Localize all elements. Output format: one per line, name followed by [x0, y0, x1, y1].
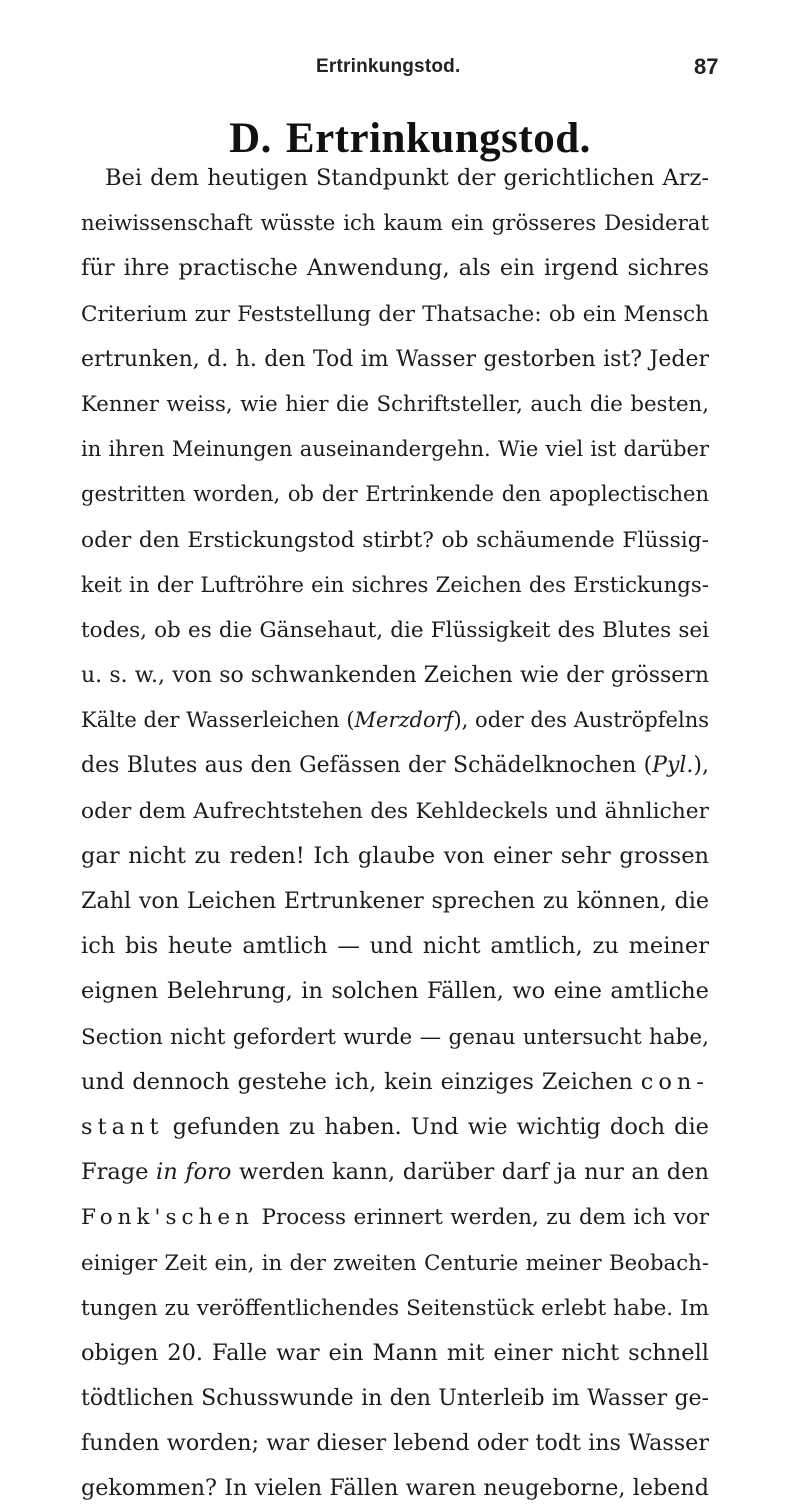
- body-text: [81, 156, 709, 1512]
- emphasized-word: stant: [81, 1113, 164, 1140]
- text-segment: Frage: [81, 1159, 157, 1186]
- text-line: u. s. w., von so schwankenden Zeichen wie der grössern: [81, 663, 709, 689]
- emphasized-word: Fonk'schen: [81, 1205, 254, 1231]
- text-line: Section nicht gefordert wurde — genau untersucht habe,: [81, 1024, 709, 1050]
- running-title: Ertrinkungstod.: [316, 56, 461, 77]
- text-line: Kenner weiss, wie hier die Schriftsteller, auch die besten,: [81, 391, 709, 417]
- section-label: D.: [229, 115, 272, 162]
- text-line: gestritten worden, ob der Ertrinkende den apoplectischen: [81, 482, 709, 507]
- page-number: 87: [694, 54, 719, 79]
- emphasized-word: con-: [640, 1068, 709, 1095]
- text-line: gar nicht zu reden! Ich glaube von einer sehr grossen: [81, 842, 709, 869]
- text-line: obigen 20. Falle war ein Mann mit einer nicht schnell: [81, 1339, 709, 1366]
- text-line: [81, 1105, 709, 1150]
- text-line: in ihren Meinungen auseinandergehn. Wie viel ist darüber: [81, 437, 709, 462]
- text-line: gekommen? In vielen Fällen waren neugeborne, lebend: [81, 1475, 709, 1502]
- text-line: [81, 1195, 709, 1240]
- text-line: neiwissenschaft wüsste ich kaum ein grösseres Desiderat: [81, 211, 709, 237]
- text-segment: werden kann, darüber darf ja nur an den: [231, 1159, 710, 1186]
- text-line: einiger Zeit ein, in der zweiten Centurie meiner Beobach-: [81, 1250, 709, 1276]
- text-line: [81, 1060, 709, 1105]
- text-line: tödtlichen Schusswunde in den Unterleib im Wasser ge-: [81, 1386, 709, 1412]
- text-segment: ), oder des Auströpfelns: [453, 708, 709, 733]
- section-title: Ertrinkungstod.: [285, 115, 591, 162]
- text-line: Zahl von Leichen Ertrunkener sprechen zu können, die: [81, 888, 709, 914]
- text-line: ich bis heute amtlich — und nicht amtlich, zu meiner: [81, 933, 709, 960]
- text-segment: Kälte der Wasserleichen (: [81, 708, 355, 733]
- citation-author: Merzdorf: [354, 708, 454, 733]
- latin-phrase: in foro: [156, 1159, 232, 1186]
- citation-author: Pyl.: [652, 753, 694, 779]
- text-line: todes, ob es die Gänsehaut, die Flüssigkeit des Blutes sei: [81, 617, 709, 643]
- text-line: tungen zu veröffentlichendes Seitenstück erlebt habe. Im: [81, 1295, 709, 1321]
- text-line: oder den Erstickungstod stirbt? ob schäumende Flüssig-: [81, 527, 709, 553]
- text-line: keit in der Luftröhre ein sichres Zeichen des Erstickungs-: [81, 572, 709, 598]
- text-line: ertrunken, d. h. den Tod im Wasser gestorben ist? Jeder: [81, 346, 709, 372]
- text-segment: gefunden zu haben. Und wie wichtig doch die: [163, 1113, 709, 1140]
- text-segment: und dennoch gestehe ich, kein einziges Zeichen: [81, 1068, 641, 1095]
- text-segment: Process erinnert werden, zu dem ich vor: [253, 1205, 709, 1231]
- text-line: [81, 698, 709, 743]
- text-line: eignen Belehrung, in solchen Fällen, wo eine amtliche: [81, 978, 709, 1005]
- text-line: [81, 1150, 709, 1195]
- text-segment: ),: [693, 753, 709, 779]
- text-line: funden worden; war dieser lebend oder todt ins Wasser: [81, 1430, 709, 1457]
- text-line: Criterium zur Feststellung der Thatsache: ob ein Mensch: [81, 301, 709, 327]
- text-line: [81, 743, 709, 788]
- text-line: oder dem Aufrechtstehen des Kehldeckels und ähnlicher: [81, 798, 709, 824]
- running-head: [0, 52, 800, 82]
- text-segment: des Blutes aus den Gefässen der Schädelknochen (: [81, 753, 653, 779]
- text-line: Bei dem heutigen Standpunkt der gerichtlichen Arz-: [105, 165, 709, 191]
- text-line: für ihre practische Anwendung, als ein irgend sichres: [81, 255, 709, 282]
